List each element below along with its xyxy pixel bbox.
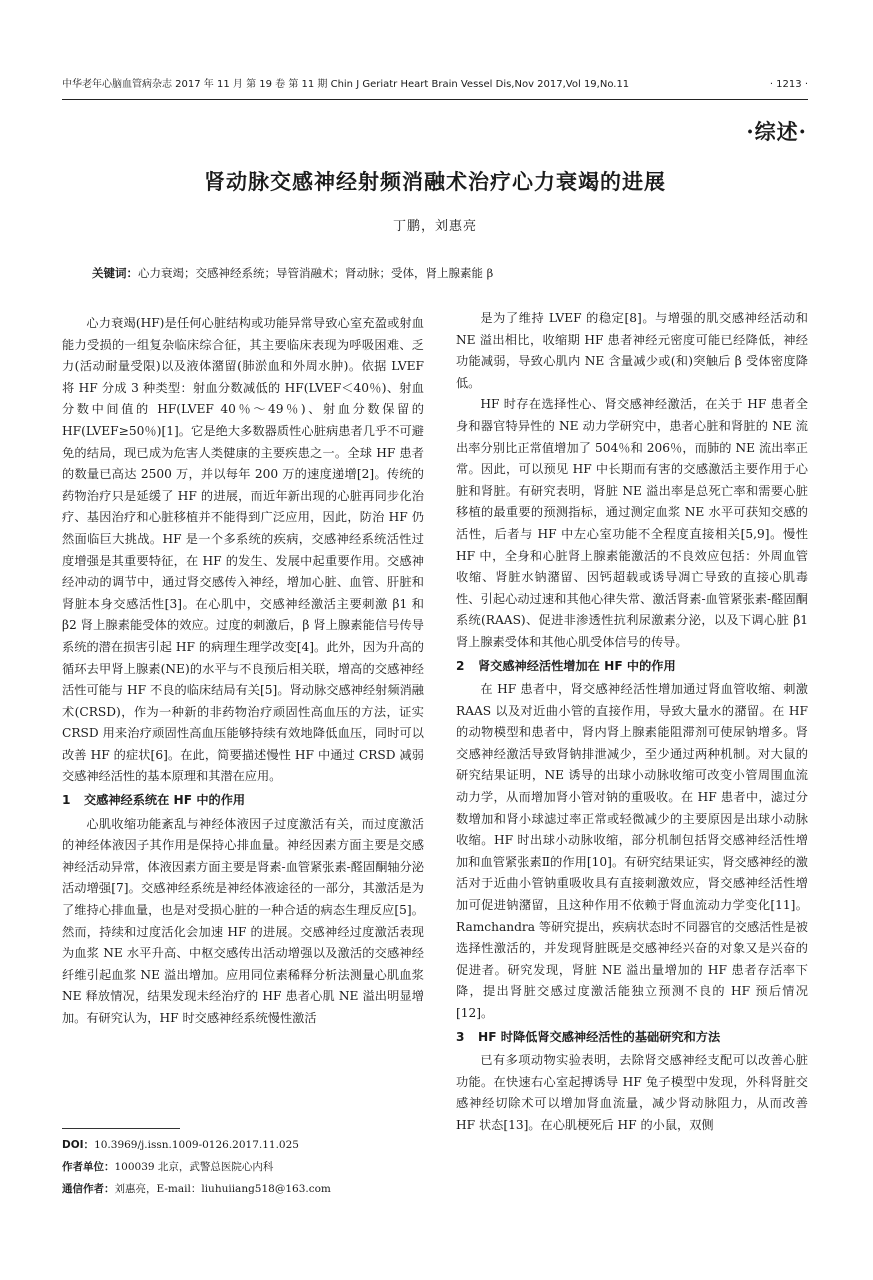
keywords-label: 关键词：	[92, 266, 138, 280]
paragraph: 心肌收缩功能紊乱与神经体液因子过度激活有关，而过度激活的神经体液因子其作用是保持心排血量。神经因素方面主要是交感神经活动异常，体液因素方面主要是肾素-血管紧张素-醛固酮轴分泌活动增强[7]。交感神经系统是神经体液途径的一部分，其激活是为了维持心排血量，也是对受损心脏的一种合适的病态生理反应[5]。然而，持续和过度活化会加速 HF 的进展。交感神经过度激活表现为血浆 NE 水平升高、中枢交感传出活动增强以及激活的交感神经纤维引起血浆 NE 溢出增加。应用同位素稀释分析法测量心肌血浆 NE 释放情况，结果发现未经治疗的 HF 患者心肌 NE 溢出明显增加。有研究认为，HF 时交感神经系统慢性激活	[62, 816, 424, 1025]
affiliation-value: 100039 北京，武警总医院心内科	[114, 1161, 274, 1173]
corresponding-value: 刘惠亮，E-mail：liuhuiiang518@163.com	[114, 1183, 331, 1195]
section-heading-text: 肾交感神经活性增加在 HF 中的作用	[478, 658, 676, 673]
section-heading-3	[456, 1027, 808, 1049]
authors: 丁鹏，刘惠亮	[392, 219, 477, 234]
doi-line	[62, 1134, 424, 1156]
section-heading-text: 交感神经系统在 HF 中的作用	[84, 793, 246, 808]
section-number: 3	[456, 1029, 465, 1044]
doi-label: DOI：	[62, 1139, 95, 1151]
section-heading-text: HF 时降低肾交感神经活性的基础研究和方法	[478, 1029, 721, 1044]
right-column	[456, 308, 808, 1137]
paragraph: 已有多项动物实验表明，去除肾交感神经支配可以改善心脏功能。在快速右心室起搏诱导 HF 兔子模型中发现，外科肾脏交感神经切除术可以增加肾血流量，减少肾动脉阻力，从而改善 HF 状态[13]。在心肌梗死后 HF 的小鼠，双侧	[456, 1053, 808, 1132]
affiliation-label: 作者单位：	[62, 1161, 115, 1173]
paragraph: HF 时存在选择性心、肾交感神经激活，在关于 HF 患者全身和器官特异性的 NE 动力学研究中，患者心脏和肾脏的 NE 流出率分别比正常值增加了 504％和 206％，而肺的 NE 流出率正常。因此，可以预见 HF 中长期而有害的交感激活主要作用于心脏和肾脏。有研究表明，肾脏 NE 溢出率是总死亡率和需要心脏移植的最重要的预测指标，通过测定血浆 NE 水平可获知交感的活性，后者与 HF 中左心室功能不全程度直接相关[5,9]。慢性 HF 中，全身和心脏肾上腺素能激活的不良效应包括：外周血管收缩、肾脏水钠潴留、因钙超载或诱导凋亡导致的直接心肌毒性、引起心动过速和其他心律失常、激活肾素-血管紧张素-醛固酮系统(RAAS)、促进非渗透性抗利尿激素分泌，以及下调心脏 β1 肾上腺素受体和其他心肌受体信号的传导。	[456, 397, 808, 649]
paragraph: 在 HF 患者中，肾交感神经活性增加通过肾血管收缩、刺激 RAAS 以及对近曲小管的直接作用，导致大量水的潴留。在 HF 的动物模型和患者中，肾内肾上腺素能阻滞剂可使尿钠增多。肾交感神经激活导致肾钠排泄减少，至少通过两种机制。对大鼠的研究结果证明，NE 诱导的出球小动脉收缩可改变小管周围血流动力学，从而增加肾小管对钠的重吸收。在 HF 患者中，滤过分数增加和肾小球滤过率正常或轻微减少的主要原因是出球小动脉收缩。HF 时出球小动脉收缩，部分机制包括肾交感神经活性增加和血管紧张素Ⅱ的作用[10]。有研究结果证实，肾交感神经的激活对于近曲小管钠重吸收具有直接刺激效应，肾交感神经活性增加可促进钠潴留，且这种作用不依赖于肾血流动力学变化[11]。Ramchandra 等研究提出，疾病状态时不同器官的交感活性是被选择性激活的，并发现肾脏既是交感神经兴奋的对象又是兴奋的促进者。研究发现，肾脏 NE 溢出量增加的 HF 患者存活率下降，提出肾脏交感过度激活能独立预测不良的 HF 预后情况[12]。	[456, 682, 808, 1020]
keywords	[92, 264, 808, 282]
running-header	[62, 76, 808, 94]
corresponding-author-line	[62, 1178, 424, 1200]
header-rule	[62, 99, 808, 100]
section-heading-1	[62, 790, 424, 812]
journal-citation: 中华老年心脑血管病杂志 2017 年 11 月 第 19 卷 第 11 期 Chin J Geriatr Heart Brain Vessel Dis,Nov 2017,Vol 19,No.11	[62, 79, 630, 90]
paragraph: 是为了维持 LVEF 的稳定[8]。与增强的肌交感神经活动和 NE 溢出相比，收缩期 HF 患者神经元密度可能已经降低，神经功能减弱，导致心肌内 NE 含量减少或(和)突触后 β 受体密度降低。	[456, 311, 808, 390]
page-number: · 1213 ·	[769, 79, 808, 90]
paragraph: 心力衰竭(HF)是任何心脏结构或功能异常导致心室充盈或射血能力受损的一组复杂临床综合征，其主要临床表现为呼吸困难、乏力(活动耐量受限)以及液体潴留(肺淤血和外周水肿)。依据 LVEF 将 HF 分成 3 种类型：射血分数减低的 HF(LVEF＜40％)、射血分数中间值的 HF(LVEF 40％～49％)、射血分数保留的 HF(LVEF≥50％)[1]。它是绝大多数器质性心脏病患者几乎不可避免的结局，现已成为危害人类健康的主要疾患之一。全球 HF 患者的数量已高达 2500 万，并以每年 200 万的速度递增[2]。传统的药物治疗只是延缓了 HF 的进展，而近年新出现的心脏再同步化治疗、基因治疗和心脏移植并不能得到广泛应用，因此，防治 HF 仍然面临巨大挑战。HF 是一个多系统的疾病，交感神经系统活性过度增强是其重要特征，在 HF 的发生、发展中起重要作用。交感神经冲动的调节中，通过肾交感传入神经，增加心脏、血管、肝脏和肾脏本身交感活性[3]。在心肌中，交感神经激活主要刺激 β1 和 β2 肾上腺素能受体的效应。过度的刺激后，β 肾上腺素能信号传导系统的潜在损害引起 HF 的病理生理学改变[4]。此外，因为升高的循环去甲肾上腺素(NE)的水平与不良预后相关联，增高的交感神经活性可能与 HF 不良的临床结局有关[5]。肾动脉交感神经射频消融术(CRSD)，作为一种新的非药物治疗顽固性高血压的方法，证实 CRSD 用来治疗顽固性高血压能够持续有效地降低血压，同时可以改善 HF 的症状[6]。在此，简要描述慢性 HF 中通过 CRSD 减弱交感神经活性的基本原理和其潜在应用。	[62, 316, 424, 784]
footnote-rule	[62, 1128, 180, 1129]
keywords-text: 心力衰竭；交感神经系统；导管消融术；肾动脉；受体，肾上腺素能 β	[138, 266, 494, 280]
left-column	[62, 313, 424, 1030]
section-number: 1	[62, 793, 71, 808]
section-number: 2	[456, 658, 465, 673]
section-heading-2	[456, 656, 808, 678]
doi-value: 10.3969/j.issn.1009-0126.2017.11.025	[94, 1139, 299, 1151]
section-tag: ·综述·	[746, 119, 807, 144]
article-title: 肾动脉交感神经射频消融术治疗心力衰竭的进展	[204, 169, 666, 194]
corresponding-label: 通信作者：	[62, 1183, 115, 1195]
affiliation-line	[62, 1156, 424, 1178]
footnotes	[62, 1134, 424, 1200]
